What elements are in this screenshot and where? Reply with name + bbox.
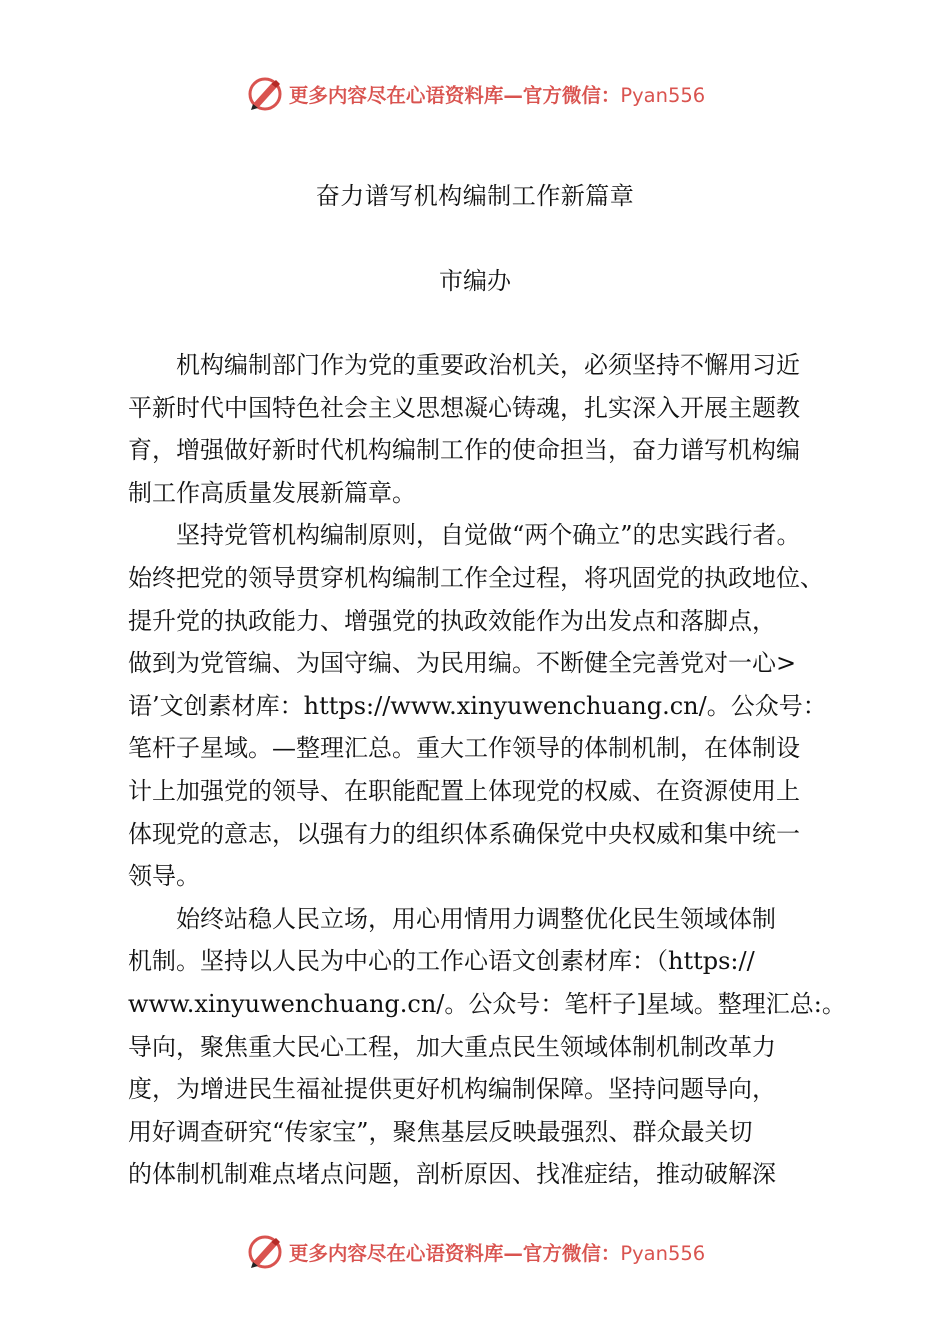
watermark-text: 更多内容尽在心语资料库—官方微信：Pyan556 bbox=[288, 1242, 706, 1265]
text-line: 用好调查研究“传家宝”，聚焦基层反映最强烈、群众最关切 bbox=[128, 1117, 753, 1146]
header-watermark bbox=[0, 70, 950, 118]
text-line: 体现党的意志，以强有力的组织体系确保党中央权威和集中统一 bbox=[128, 819, 800, 848]
text-line: 始终把党的领导贯穿机构编制工作全过程，将巩固党的执政地位、 bbox=[128, 563, 824, 592]
article-body bbox=[128, 344, 846, 1196]
text-line: 做到为党管编、为国守编、为民用编。不断健全完善党对一心> bbox=[128, 649, 797, 678]
text-line: 度，为增进民生福祉提供更好机构编制保障。坚持问题导向， bbox=[128, 1075, 776, 1104]
text-line: 计上加强党的领导、在职能配置上体现党的权威、在资源使用上 bbox=[128, 776, 800, 805]
text-line: www.xinyuwenchuang.cn/。公众号：笔杆子]星域。整理汇总:。 bbox=[128, 989, 846, 1018]
text-line: 提升党的执政能力、增强党的执政效能作为出发点和落脚点， bbox=[128, 606, 776, 635]
footer-watermark bbox=[0, 1228, 950, 1276]
text-line: 笔杆子星域。—整理汇总。重大工作领导的体制机制，在体制设 bbox=[128, 734, 800, 763]
text-line: 语’文创素材库：https://www.xinyuwenchuang.cn/。公众号： bbox=[128, 691, 827, 720]
watermark-id: Pyan556 bbox=[620, 84, 706, 107]
watermark-id: Pyan556 bbox=[620, 1242, 706, 1265]
text-line: 机制。坚持以人民为中心的工作心语文创素材库：（https:// bbox=[128, 947, 755, 976]
text-line: 机构编制部门作为党的重要政治机关，必须坚持不懈用习近 bbox=[128, 351, 800, 379]
pen-logo-icon bbox=[245, 1232, 285, 1272]
text-line: 制工作高质量发展新篇章。 bbox=[128, 478, 416, 507]
text-line: 导向，聚焦重大民心工程，加大重点民生领域体制机制改革力 bbox=[128, 1032, 776, 1061]
text-line: 领导。 bbox=[128, 862, 200, 891]
text-line: 育，增强做好新时代机构编制工作的使命担当，奋力谱写机构编 bbox=[128, 436, 800, 465]
text-line: 始终站稳人民立场，用心用情用力调整优化民生领域体制 bbox=[128, 904, 776, 933]
author: 市编办 bbox=[439, 267, 511, 295]
page-title: 奋力谱写机构编制工作新篇章 bbox=[315, 182, 635, 210]
watermark-text: 更多内容尽在心语资料库—官方微信：Pyan556 bbox=[288, 84, 706, 107]
text-line: 坚持党管机构编制原则，自觉做“两个确立”的忠实践行者。 bbox=[128, 521, 801, 550]
text-line: 平新时代中国特色社会主义思想凝心铸魂，扎实深入开展主题教 bbox=[128, 393, 800, 422]
text-line: 的体制机制难点堵点问题，剖析原因、找准症结，推动破解深 bbox=[128, 1160, 776, 1189]
pen-logo-icon bbox=[245, 74, 285, 114]
